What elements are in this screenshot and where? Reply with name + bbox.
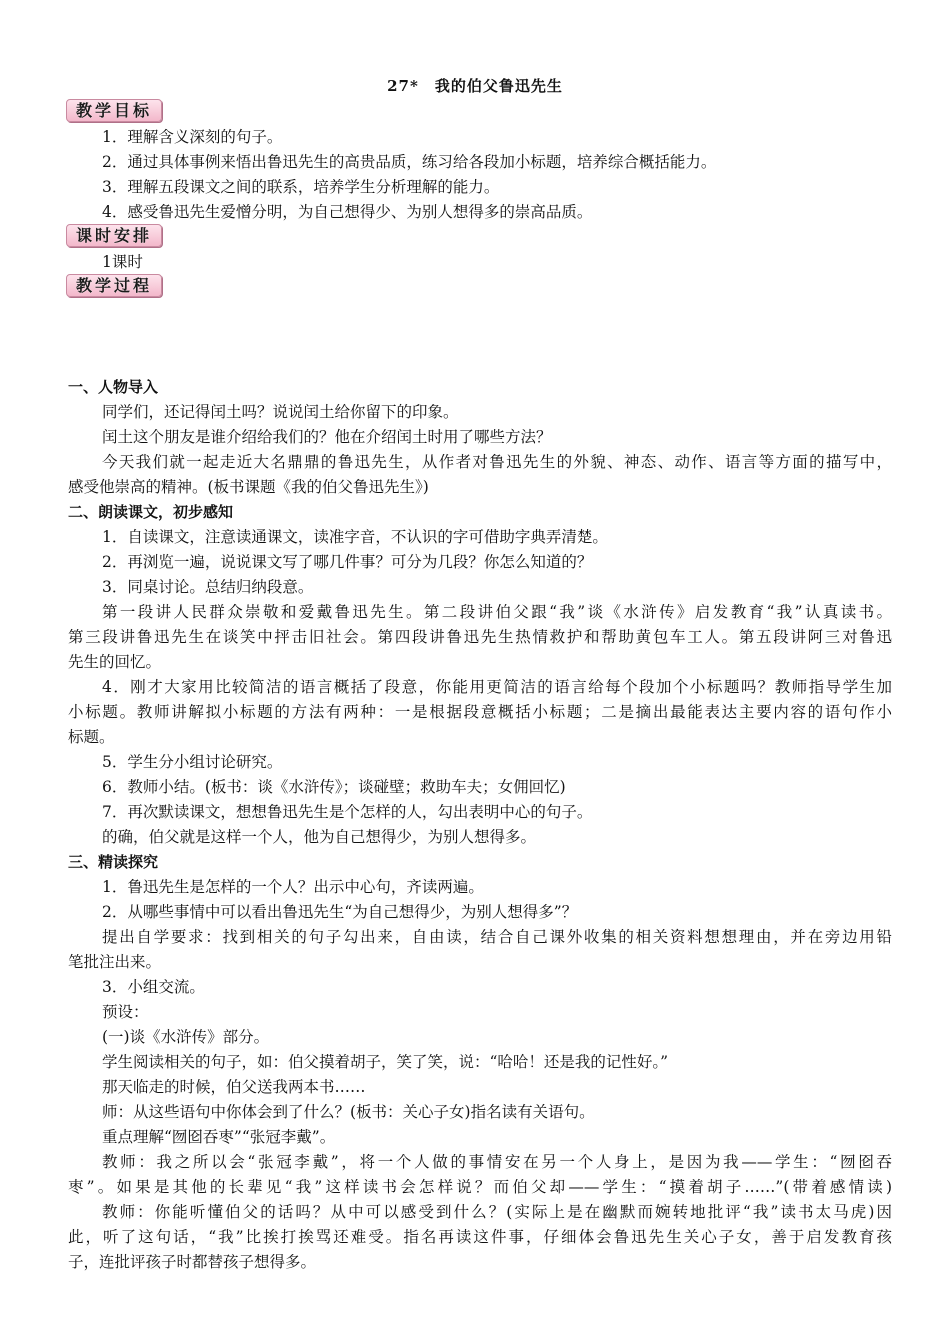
section-heading: 二、朗读课文，初步感知: [68, 503, 234, 521]
paragraph-line: 枣”。如果是其他的长辈见“我”这样读书会怎样说？而伯父却——学生：“摸着胡子……”(带着感情读): [68, 1178, 892, 1196]
section-heading: 三、精读探究: [68, 853, 159, 871]
section-tag-teaching-goals: 教学目标: [66, 99, 162, 122]
paragraph-line: 教师：你能听懂伯父的话吗？从中可以感受到什么？(实际上是在幽默而婉转地批评“我”读书太马虎)因: [102, 1203, 892, 1221]
paragraph-line: 此，听了这句话，“我”比挨打挨骂还难受。指名再读这件事，仔细体会鲁迅先生关心子女，善于启发教育孩: [68, 1228, 892, 1246]
paragraph-line: 3．小组交流。: [102, 978, 205, 996]
paragraph-line: 那天临走的时候，伯父送我两本书……: [102, 1078, 366, 1096]
paragraph-line: 4．刚才大家用比较简洁的语言概括了段意，你能用更简洁的语言给每个段加个小标题吗？教师指导学生加: [102, 678, 892, 696]
paragraph-line: 6．教师小结。(板书：谈《水浒传》；谈碰壁；救助车夫；女佣回忆): [102, 778, 566, 796]
section-tag-class-schedule: 课时安排: [66, 224, 162, 247]
paragraph-line: 小标题。教师讲解拟小标题的方法有两种：一是根据段意概括小标题；二是摘出最能表达主要内容的语句作小: [68, 703, 892, 721]
paragraph-line: 的确，伯父就是这样一个人，他为自己想得少，为别人想得多。: [102, 828, 537, 846]
goal-item: 3．理解五段课文之间的联系，培养学生分析理解的能力。: [102, 178, 500, 196]
paragraph-line: (一)谈《水浒传》部分。: [102, 1028, 270, 1046]
schedule-text: 1课时: [102, 253, 143, 271]
paragraph-line: 3．同桌讨论。总结归纳段意。: [102, 578, 314, 596]
paragraph-line: 重点理解“囫囵吞枣”“张冠李戴”。: [102, 1128, 336, 1146]
paragraph-line: 2．再浏览一遍，说说课文写了哪几件事？可分为几段？你怎么知道的？: [102, 553, 593, 571]
paragraph-line: 5．学生分小组讨论研究。: [102, 753, 283, 771]
goal-item: 4．感受鲁迅先生爱憎分明，为自己想得少、为别人想得多的崇高品质。: [102, 203, 593, 221]
paragraph-line: 教师：我之所以会“张冠李戴”，将一个人做的事情安在另一个人身上，是因为我——学生：“囫囵吞: [102, 1153, 892, 1171]
paragraph-line: 笔批注出来。: [68, 953, 162, 971]
paragraph-line: 感受他崇高的精神。(板书课题《我的伯父鲁迅先生》): [68, 478, 429, 496]
paragraph-line: 闰土这个朋友是谁介绍给我们的？他在介绍闰土时用了哪些方法？: [102, 428, 552, 446]
paragraph-line: 今天我们就一起走近大名鼎鼎的鲁迅先生，从作者对鲁迅先生的外貌、神态、动作、语言等方面的描写中，: [102, 453, 892, 471]
paragraph-line: 1．自读课文，注意读通课文，读准字音，不认识的字可借助字典弄清楚。: [102, 528, 608, 546]
goal-item: 1．理解含义深刻的句子。: [102, 128, 283, 146]
paragraph-line: 1．鲁迅先生是怎样的一个人？出示中心句，齐读两遍。: [102, 878, 484, 896]
paragraph-line: 第一段讲人民群众崇敬和爱戴鲁迅先生。第二段讲伯父跟“我”谈《水浒传》启发教育“我”认真读书。: [102, 603, 892, 621]
paragraph-line: 同学们，还记得闰土吗？说说闰土给你留下的印象。: [102, 403, 459, 421]
paragraph-line: 预设：: [102, 1003, 149, 1021]
paragraph-line: 标题。: [68, 728, 115, 746]
paragraph-line: 师：从这些语句中你体会到了什么？(板书：关心子女)指名读有关语句。: [102, 1103, 595, 1121]
paragraph-line: 学生阅读相关的句子，如：伯父摸着胡子，笑了笑，说：“哈哈！还是我的记性好。”: [102, 1053, 669, 1071]
goal-item: 2．通过具体事例来悟出鲁迅先生的高贵品质，练习给各段加小标题，培养综合概括能力。: [102, 153, 717, 171]
paragraph-line: 子，连批评孩子时都替孩子想得多。: [68, 1253, 317, 1271]
lesson-title: 27* 我的伯父鲁迅先生: [387, 77, 563, 95]
section-tag-teaching-process: 教学过程: [66, 274, 162, 297]
paragraph-line: 7．再次默读课文，想想鲁迅先生是个怎样的人，勾出表明中心的句子。: [102, 803, 593, 821]
paragraph-line: 2．从哪些事情中可以看出鲁迅先生“为自己想得少，为别人想得多”？: [102, 903, 578, 921]
paragraph-line: 第三段讲鲁迅先生在谈笑中抨击旧社会。第四段讲鲁迅先生热情救护和帮助黄包车工人。第五段讲阿三对鲁迅: [68, 628, 892, 646]
paragraph-line: 先生的回忆。: [68, 653, 162, 671]
paragraph-line: 提出自学要求：找到相关的句子勾出来，自由读，结合自己课外收集的相关资料想想理由，并在旁边用铅: [102, 928, 892, 946]
section-heading: 一、人物导入: [68, 378, 159, 396]
